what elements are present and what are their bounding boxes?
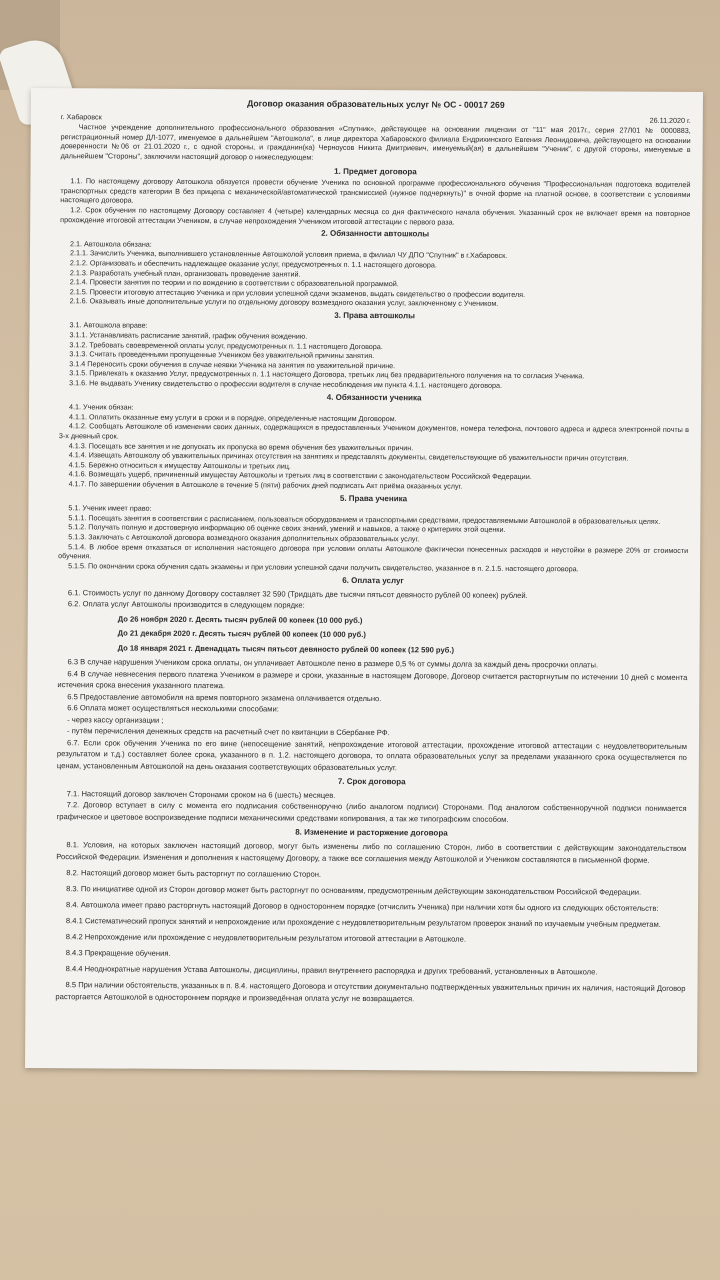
clause: 4.1.3. Посещать все занятия и не допускать их пропуска во время обучения без уважительных причин. bbox=[68, 440, 414, 452]
section-title: 7. Срок договора bbox=[337, 777, 406, 787]
clause: 2.1.3. Разработать учебный план, организовать проведение занятий. bbox=[69, 267, 301, 279]
clause: 6.4 В случае невнесения первого платежа Учеником в размере и сроки, указанные в настоящем Договоре, Договор считается расторгнутым по истечении 10 дней с момента истечения срока внесения указанного платежа. bbox=[57, 669, 688, 691]
clause: 5.1.1. Посещать занятия в соответствии с расписанием, пользоваться оборудованием и транспортными средствами, предоставляемыми Автошколой в образовательных целях. bbox=[68, 512, 661, 526]
section-3 bbox=[59, 309, 689, 392]
clause: 3.1.2. Требовать своевременной оплаты услуг, предусмотренных п. 1.1 настоящего Договора. bbox=[69, 339, 383, 351]
clause: 1.2. Срок обучения по настоящему Договору составляет 4 (четыре) календарных месяца со дня фактического начала обучения. Указанный срок не включает время на повторное прохождение итоговой аттестации Учеником, в случае непрохождения Учеником итоговой аттестации с первого раза. bbox=[60, 205, 691, 227]
clause: 4.1.2. Сообщать Автошколе об изменении своих данных, содержащихся в предоставленных Учеником документов, номера телефона, почтового адреса и адреса электронной почты в 3-х дневный срок. bbox=[58, 421, 689, 441]
clause: 1.1. По настоящему договору Автошкола обязуется провести обучение Ученика по основной программе профессионального обучения "Профессиональная подготовка водителей транспортных средств категории В без прицепа с механической/автоматической трансмиссией (нужное подчеркнуть)" в очной форме на платной основе, в соответствии с условиями настоящего договора. bbox=[60, 176, 691, 205]
section-1 bbox=[60, 165, 690, 228]
clause: 8.3. По инициативе одной из Сторон договор может быть расторгнут по основаниям, предусмотренным действующим законодательством Российской Федерации. bbox=[66, 884, 642, 898]
clause: 3.1.4 Переносить сроки обучения в случае неявки Ученика на занятия по уважительной причине. bbox=[69, 359, 396, 371]
clause: 6.7. Если срок обучения Ученика по его вине (непосещение занятий, непрохождение итоговой аттестации, прохождение итоговой аттестации с неудовлетворительным результатом и т.д.) составляет более срока, указанного в п. 1.2. настоящего договора, то оплата образовательных услуг за пределами указанного срока осуществляется по ценам, установленным Автошколой на день оказания соответствующих образовательных услуг. bbox=[56, 738, 688, 773]
clause: 3.1.5. Привлекать к оказанию Услуг, предусмотренных п. 1.1 настоящего Договора, третьих лиц без предварительного получения на то согласия Ученика. bbox=[69, 368, 585, 381]
termination-clauses bbox=[55, 839, 686, 1007]
section-title: 1. Предмет договора bbox=[334, 166, 417, 176]
clause: 6.5 Предоставление автомобиля на время повторного экзамена оплачивается отдельно. bbox=[67, 692, 382, 703]
clause: 2.1.4. Провести занятия по теории и по вождению в соответствии с образовательной программой. bbox=[69, 277, 399, 289]
section-title: 4. Обязанности ученика bbox=[326, 392, 422, 402]
clause: 8.4. Автошкола имеет право расторгнуть настоящий Договор в одностороннем порядке (отчислить Ученика) при наличии хотя бы одного из следующих обстоятельств: bbox=[65, 900, 659, 914]
clause: 7.2. Договор вступает в силу с момента его подписания собственноручно (либо аналогом подписи) Сторонами. Под аналогом собственноручной подписи понимается графическое и цветовое воспроизведение подписи механическими средствами копирования, а так же типографским способом. bbox=[56, 800, 687, 824]
section-payment bbox=[57, 573, 688, 775]
clause: 6.3 В случае нарушения Учеником срока оплаты, он уплачивает Автошколе пеню в размере 0,5 % от суммы долга за каждый день просрочки оплаты. bbox=[67, 657, 599, 670]
section-title: 2. Обязанности автошколы bbox=[321, 228, 430, 239]
section-term bbox=[57, 774, 687, 826]
section-title: 8. Изменение и расторжение договора bbox=[295, 827, 448, 838]
clause: 4.1.4. Извещать Автошколу об уважительных причинах отсутствия на занятиях и представлять документы, свидетельствующие об уважительности причин отсутствия. bbox=[68, 450, 629, 463]
clause: 3.1.1. Устанавливать расписание занятий, график обучения вождению. bbox=[69, 330, 308, 341]
clause: - через кассу организации ; bbox=[67, 715, 164, 725]
document-city: г. Хабаровск bbox=[60, 111, 102, 121]
clause-6-1: 6.1. Стоимость услуг по данному Договору составляет 32 590 (Тридцать две тысячи пятьсот девяносто рублей 00 копеек) рублей. bbox=[67, 588, 528, 600]
clause: 4.1.6. Возмещать ущерб, причиненный имуществу Автошколы и третьих лиц в соответствии с законодательством Российской Федерации. bbox=[68, 469, 532, 482]
clause: 2.1. Автошкола обязана: bbox=[70, 238, 152, 249]
contract-page bbox=[25, 88, 703, 1072]
section-2 bbox=[60, 227, 690, 310]
clause: - путём перечисления денежных средств на расчетный счет по квитанции в Сбербанке РФ. bbox=[67, 726, 390, 738]
clause: 8.4.2 Непрохождение или прохождение с неудовлетворительным результатом итоговой аттестации в Автошколе. bbox=[65, 932, 466, 944]
clause: 4.1. Ученик обязан: bbox=[69, 402, 134, 412]
section-title: 6. Оплата услуг bbox=[342, 576, 404, 586]
clause: 6.6 Оплата может осуществляться несколькими способами: bbox=[67, 703, 279, 714]
clause: 2.1.5. Провести итоговую аттестацию Ученика и при условии успешной сдачи экзаменов, выдать свидетельство о профессии водителя. bbox=[69, 286, 526, 299]
clause: 7.1. Настоящий договор заключен Сторонами сроком на 6 (шесть) месяцев. bbox=[66, 789, 336, 800]
clause: 4.1.5. Бережно относиться к имуществу Автошколы и третьих лиц. bbox=[68, 459, 291, 471]
clause: 3.1.3. Считать проведенными пропущенные Учеником без уважительной причины занятия. bbox=[69, 349, 375, 361]
section-title: 3. Права автошколы bbox=[334, 310, 415, 321]
installment-3: До 18 января 2021 г. Двенадцать тысяч пятьсот девяносто рублей 00 копеек (12 590 руб.) bbox=[117, 643, 455, 655]
section-4 bbox=[59, 391, 690, 493]
clause: 3.1.6. Не выдавать Ученику свидетельство о профессии водителя в случае несоблюдения им пункта 4.1.1. настоящего договора. bbox=[69, 378, 503, 390]
clause: 8.4.4 Неоднократные нарушения Устава Автошколы, дисциплины, правил внутреннего распорядка и других требований, установленных в Автошколе. bbox=[65, 964, 598, 977]
payment-clauses bbox=[57, 656, 688, 775]
clause: 2.1.2. Организовать и обеспечить надлежащее оказание услуг, предусмотренных п. 1.1 настоящего договора. bbox=[69, 258, 437, 270]
clause: 2.1.6. Оказывать иные дополнительные услуги по отдельному договору возмездного оказания услуг, заключенному с Учеником. bbox=[69, 296, 499, 309]
preamble: Частное учреждение дополнительного профессионального образования «Спутник», действующее на основании лицензии от "11" мая 2017г., серия 27Л01 № 0000883, регистрационный номер ДЛ-1077, именуемое в дальнейшем "Автошкола", в лице директора Хабаровского филиала Ендрихинского Евгения Леонидовича, действующего на основании доверенности №06 от 21.01.2020 г., с одной стороны, и гражданин(ка) Черноусов Никита Дмитриевич, именуемый(ая) в дальнейшем "Ученик", с другой стороны, именуемые в дальнейшем "Стороны", заключили настоящий договор о нижеследующем: bbox=[60, 122, 691, 162]
contract-sections bbox=[58, 165, 690, 575]
installment-2: До 21 декабря 2020 г. Десять тысяч рублей 00 копеек (10 000 руб.) bbox=[117, 628, 366, 640]
section-title: 5. Права ученика bbox=[339, 493, 408, 503]
clause: 4.1.1. Оплатить оказанные ему услуги в сроки и в порядке, определенные настоящим Договором. bbox=[68, 412, 397, 424]
document-date: 26.11.2020 г. bbox=[649, 115, 691, 125]
installment-1: До 26 ноября 2020 г. Десять тысяч рублей 00 копеек (10 000 руб.) bbox=[117, 614, 363, 625]
clause: 8.4.3 Прекращение обучения. bbox=[65, 948, 171, 959]
clause: 3.1. Автошкола вправе: bbox=[69, 320, 148, 331]
clause: 5.1.5. По окончании срока обучения сдать экзамены и при условии успешной сдачи получить свидетельство, указанное в п. 2.1.5. настоящего договора. bbox=[68, 560, 579, 574]
section-5 bbox=[58, 492, 688, 575]
clause: 4.1.7. По завершении обучения в Автошколе в течение 5 (пяти) рабочих дней подписать Акт приёма оказанных услуг. bbox=[68, 479, 463, 491]
clause: 5.1.4. В любое время отказаться от исполнения настоящего договора при условии оплаты Автошколе фактически понесенных расходов и неустойки в размере 20% от стоимости обучения. bbox=[58, 541, 689, 561]
clause-6-2: 6.2. Оплата услуг Автошколы производится в следующем порядке: bbox=[67, 599, 305, 610]
clause: 5.1.2. Получать полную и достоверную информацию об оценке своих знаний, умений и навыков, а также о критериях этой оценки. bbox=[68, 522, 506, 535]
clause: 8.2. Настоящий договор может быть расторгнут по соглашению Сторон. bbox=[66, 868, 322, 880]
clause: 8.1. Условия, на которых заключен настоящий договор, могут быть изменены либо по соглашению Сторон, либо в соответствии с действующим законодательством Российской Федерации. Изменения и дополнения к настоящему Договору, а также все соглашения между Автошколой и Учеником составляются в письменной форме. bbox=[56, 840, 687, 866]
clause: 5.1.3. Заключать с Автошколой договора возмездного оказания дополнительных образовательных услуг. bbox=[68, 532, 420, 544]
clause: 8.5 При наличии обстоятельств, указанных в п. 8.4. настоящего Договора и отсутствии документально подтвержденных уважительных причин их наличия, настоящий Договор расторгается Автошколой в одностороннем порядке и произведённая оплата услуг не возвращается. bbox=[55, 980, 686, 1004]
clause: 5.1. Ученик имеет право: bbox=[68, 503, 152, 513]
clause: 2.1.1. Зачислить Ученика, выполнившего установленные Автошколой условия приема, в филиал ЧУ ДПО "Спутник" в г.Хабаровск. bbox=[69, 248, 508, 261]
clause: 8.4.1 Систематический пропуск занятий и непрохождение или прохождение с неудовлетворительным результатом проверок знаний по изучаемым учебным предметам. bbox=[65, 916, 661, 930]
document-title: Договор оказания образовательных услуг № ОС - 00017 269 bbox=[247, 98, 505, 110]
term-clauses bbox=[57, 788, 687, 826]
section-termination bbox=[55, 825, 686, 1007]
